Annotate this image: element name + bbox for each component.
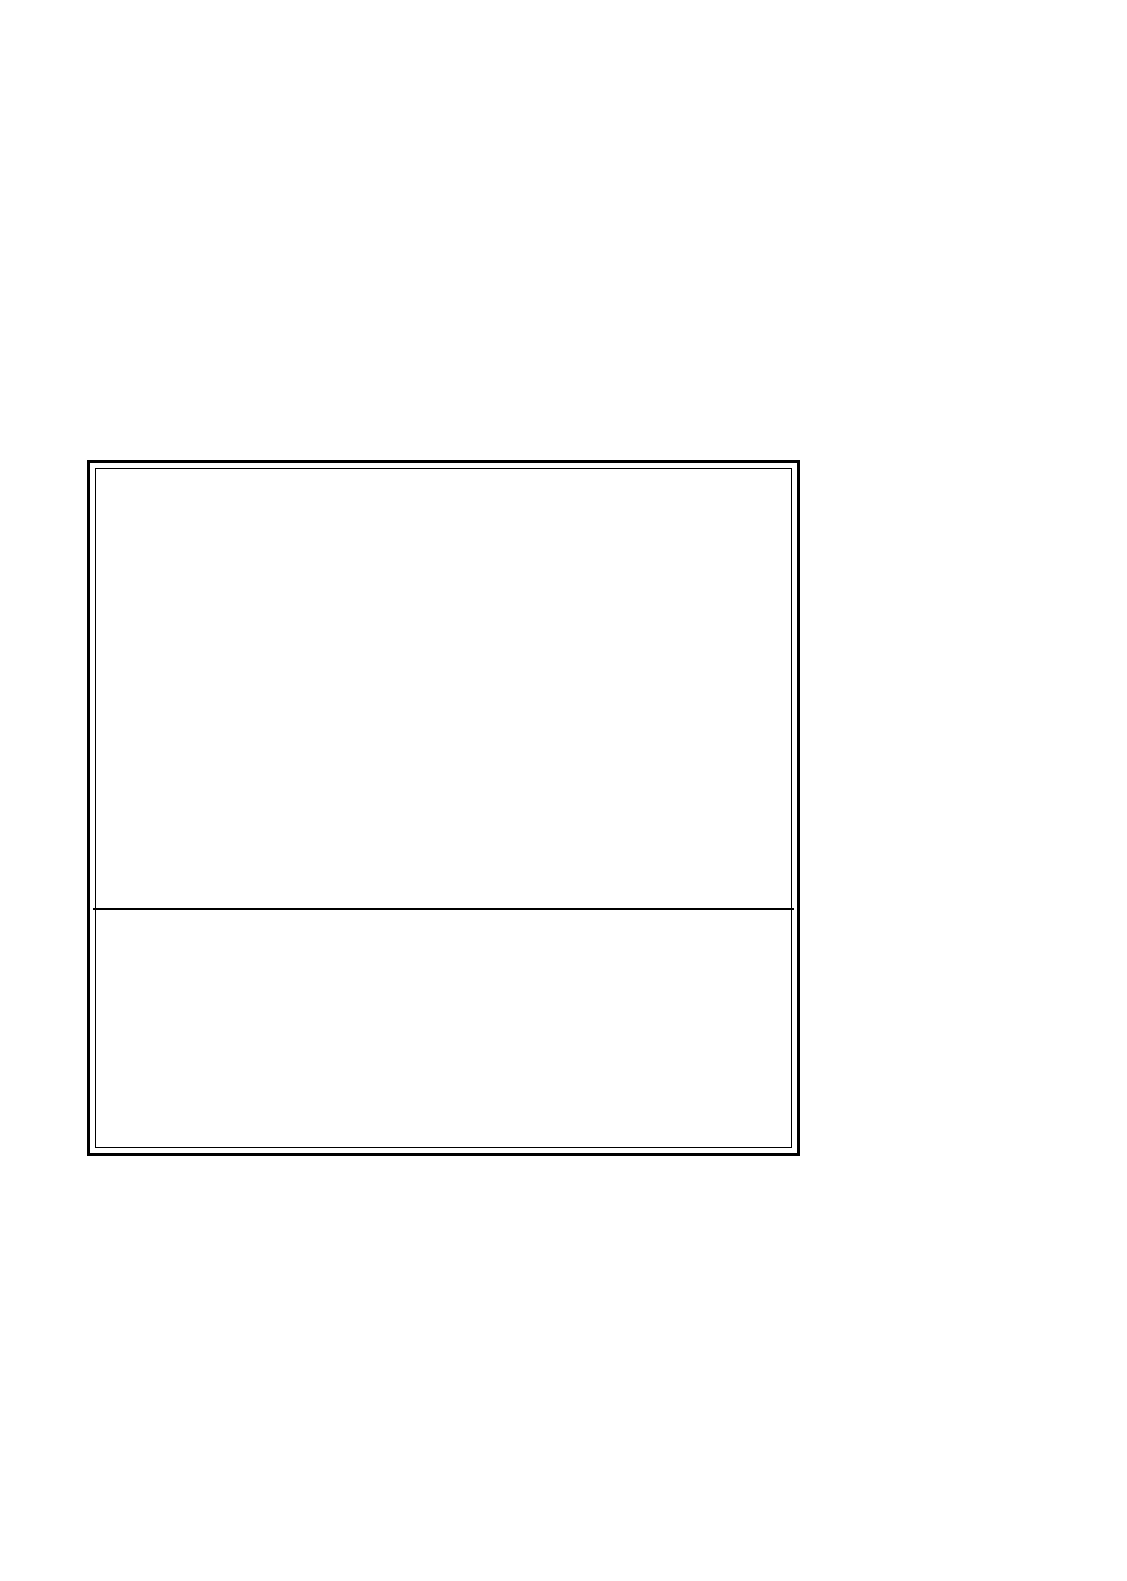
footnote-divider [93, 908, 794, 910]
commentary-box [87, 460, 800, 1156]
